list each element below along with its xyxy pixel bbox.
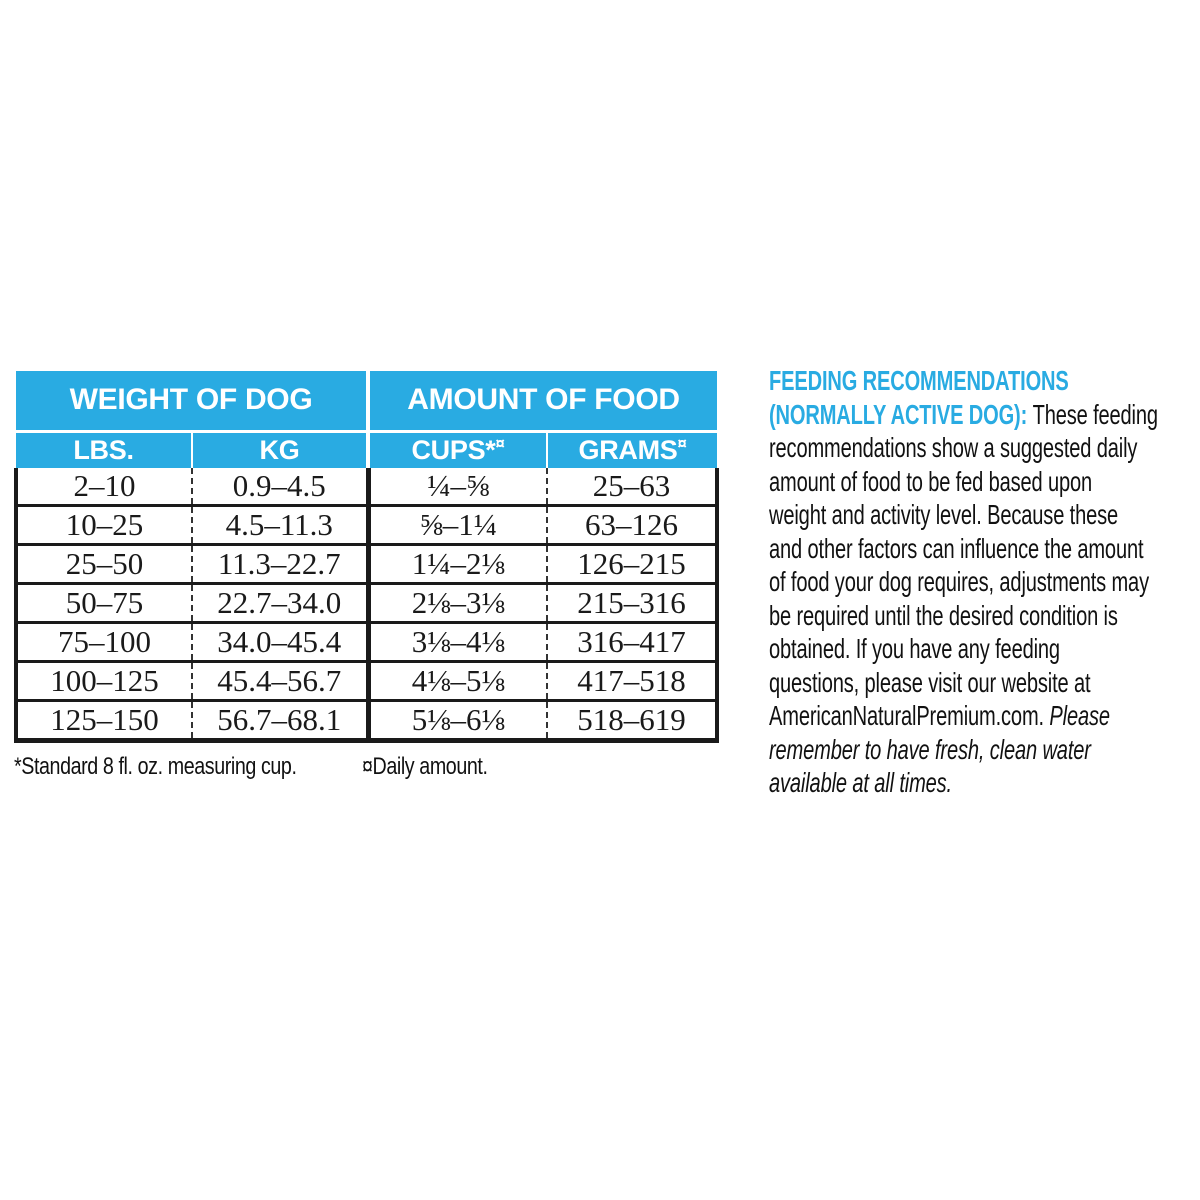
paragraph-body-text: These feeding [1032,398,1158,430]
table-row [16,701,717,741]
paragraph-line [769,465,1200,499]
table-cell: 25–50 [16,545,192,584]
paragraph-line [769,498,1200,532]
table-cell: 0.9–4.5 [192,468,368,506]
paragraph-body-text: weight and activity level. Because these [769,499,1119,530]
paragraph-line [769,599,1200,633]
table-row [16,468,717,506]
column-header-label: GRAMS [578,434,678,465]
table-cell: 1¼–2⅛ [368,545,547,584]
paragraph-line [769,364,1200,398]
table-cell: 100–125 [16,662,192,701]
table-cell: 5⅛–6⅛ [368,701,547,741]
paragraph-heading-text: (NORMALLY ACTIVE DOG): [769,398,1033,430]
footnote-measuring-cup: *Standard 8 fl. oz. measuring cup. [14,753,297,780]
table-cell: 34.0–45.4 [192,623,368,662]
column-header-label: CUPS* [411,434,496,465]
table-cell: 10–25 [16,506,192,545]
paragraph-heading-text: FEEDING RECOMMENDATIONS [769,365,1069,396]
table-cell: 417–518 [547,662,717,701]
paragraph-line [769,699,1200,733]
feeding-table-body [16,468,717,741]
table-cell: 316–417 [547,623,717,662]
table-cell: 125–150 [16,701,192,741]
paragraph-line [769,398,1200,432]
table-row [16,584,717,623]
table-cell: 2⅛–3⅛ [368,584,547,623]
column-header-label: LBS. [73,434,134,465]
daily-amount-symbol: ¤ [677,433,687,453]
paragraph-body-text: be required until the desired condition is [769,599,1118,631]
table-cell: 2–10 [16,468,192,506]
table-cell: 126–215 [547,545,717,584]
group-header-amount-of-food: AMOUNT OF FOOD [368,371,717,431]
table-cell: 3⅛–4⅛ [368,623,547,662]
group-header-weight-of-dog: WEIGHT OF DOG [16,371,368,431]
table-cell: 56.7–68.1 [192,701,368,741]
paragraph-body-text: obtained. If you have any feeding [769,633,1060,664]
feeding-table [14,371,719,743]
daily-amount-symbol: ¤ [495,433,505,453]
paragraph-line [769,565,1200,599]
table-cell: 50–75 [16,584,192,623]
paragraph-body-text: AmericanNaturalPremium.com. [769,700,1050,731]
paragraph-body-text: recommendations show a suggested daily [769,432,1138,463]
paragraph-body-text: of food your dog requires, adjustments may [769,566,1149,597]
column-header-label: KG [259,434,300,465]
column-header-lbs [16,431,192,468]
paragraph-line [769,632,1200,666]
column-header-kg [192,431,368,468]
paragraph-body-text: and other factors can influence the amount [769,532,1144,564]
table-cell: 25–63 [547,468,717,506]
paragraph-line [769,766,1200,800]
paragraph-body-text: amount of food to be fed based upon [769,465,1093,497]
table-cell: 4⅛–5⅛ [368,662,547,701]
paragraph-body-text: Please [1049,700,1110,731]
column-header-cups [368,431,547,468]
table-cell: 4.5–11.3 [192,506,368,545]
table-row [16,506,717,545]
table-cell: ⅝–1¼ [368,506,547,545]
table-row [16,545,717,584]
column-header-grams [547,431,717,468]
table-cell: 215–316 [547,584,717,623]
paragraph-line [769,532,1200,566]
table-cell: 75–100 [16,623,192,662]
footnote-daily-amount: ¤Daily amount. [362,753,488,780]
paragraph-body-text: available at all times. [769,767,952,798]
column-header-row [16,431,717,468]
paragraph-line [769,733,1200,767]
table-cell: 518–619 [547,701,717,741]
feeding-recommendations-paragraph [769,364,1200,800]
table-row [16,662,717,701]
paragraph-body-text: questions, please visit our website at [769,666,1091,698]
group-header-row [16,371,717,431]
paragraph-line [769,431,1200,465]
paragraph-line [769,666,1200,700]
table-cell: 45.4–56.7 [192,662,368,701]
table-cell: 11.3–22.7 [192,545,368,584]
table-cell: 22.7–34.0 [192,584,368,623]
table-cell: 63–126 [547,506,717,545]
table-cell: ¼–⅝ [368,468,547,506]
paragraph-body-text: remember to have fresh, clean water [769,733,1091,765]
table-row [16,623,717,662]
